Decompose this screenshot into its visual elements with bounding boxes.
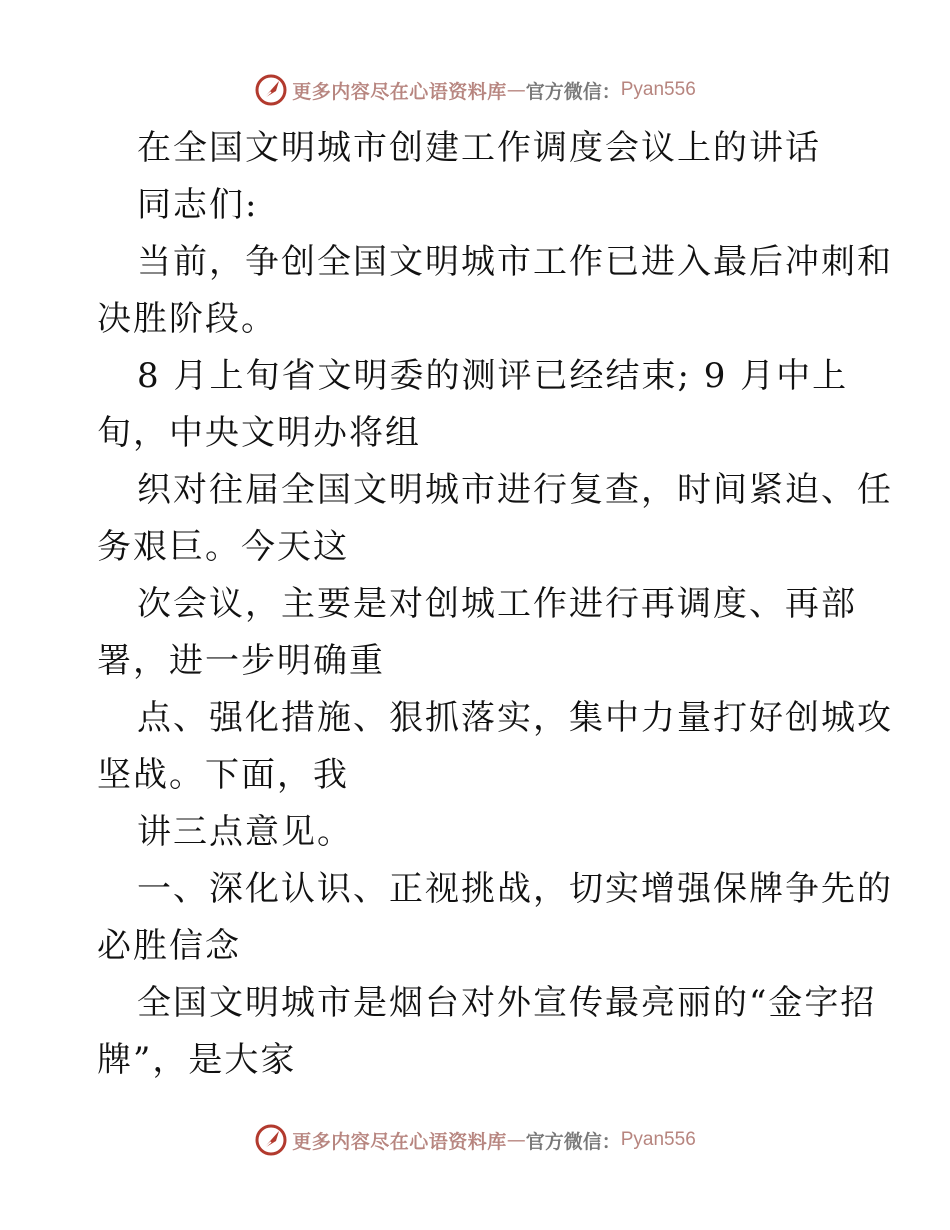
quill-logo-icon — [254, 73, 288, 107]
salutation: 同志们: — [137, 185, 259, 225]
text-line: 当前，争创全国文明城市工作已进入最后冲刺和 — [137, 242, 893, 282]
section-heading-cont: 必胜信念 — [97, 926, 241, 966]
footer-watermark — [0, 1120, 950, 1160]
watermark-wechat-id: Pyan556 — [620, 1129, 696, 1150]
text-line: 决胜阶段。 — [97, 299, 277, 339]
text-line: 牌”，是大家 — [97, 1040, 297, 1080]
text-line: 织对往届全国文明城市进行复查，时间紧迫、任 — [137, 470, 893, 510]
text-line: 全国文明城市是烟台对外宣传最亮丽的“金字招 — [137, 983, 877, 1023]
text-line: 署，进一步明确重 — [97, 641, 385, 681]
watermark-wechat-id: Pyan556 — [620, 79, 696, 100]
document-title: 在全国文明城市创建工作调度会议上的讲话 — [137, 128, 821, 168]
watermark-label: 官方微信： — [525, 80, 621, 103]
section-heading: 一、深化认识、正视挑战，切实增强保牌争先的 — [137, 869, 893, 909]
watermark-brand: 更多内容尽在心语资料库 — [292, 1130, 507, 1153]
header-watermark — [0, 70, 950, 110]
text-line: 旬，中央文明办将组 — [97, 413, 421, 453]
text-line: 讲三点意见。 — [137, 812, 353, 852]
text-line: 坚战。下面，我 — [97, 755, 349, 795]
watermark-dash: — — [506, 79, 526, 101]
text-line: 务艰巨。今天这 — [97, 527, 349, 567]
text-line: 8 月上旬省文明委的测评已经结束; 9 月中上 — [137, 356, 849, 396]
watermark-label: 官方微信： — [525, 1130, 621, 1153]
watermark-dash: — — [506, 1129, 526, 1151]
quill-logo-icon — [254, 1123, 288, 1157]
text-line: 点、强化措施、狠抓落实，集中力量打好创城攻 — [137, 698, 893, 738]
document-body — [97, 120, 893, 1089]
text-line: 次会议，主要是对创城工作进行再调度、再部 — [137, 584, 857, 624]
watermark-brand: 更多内容尽在心语资料库 — [292, 80, 507, 103]
